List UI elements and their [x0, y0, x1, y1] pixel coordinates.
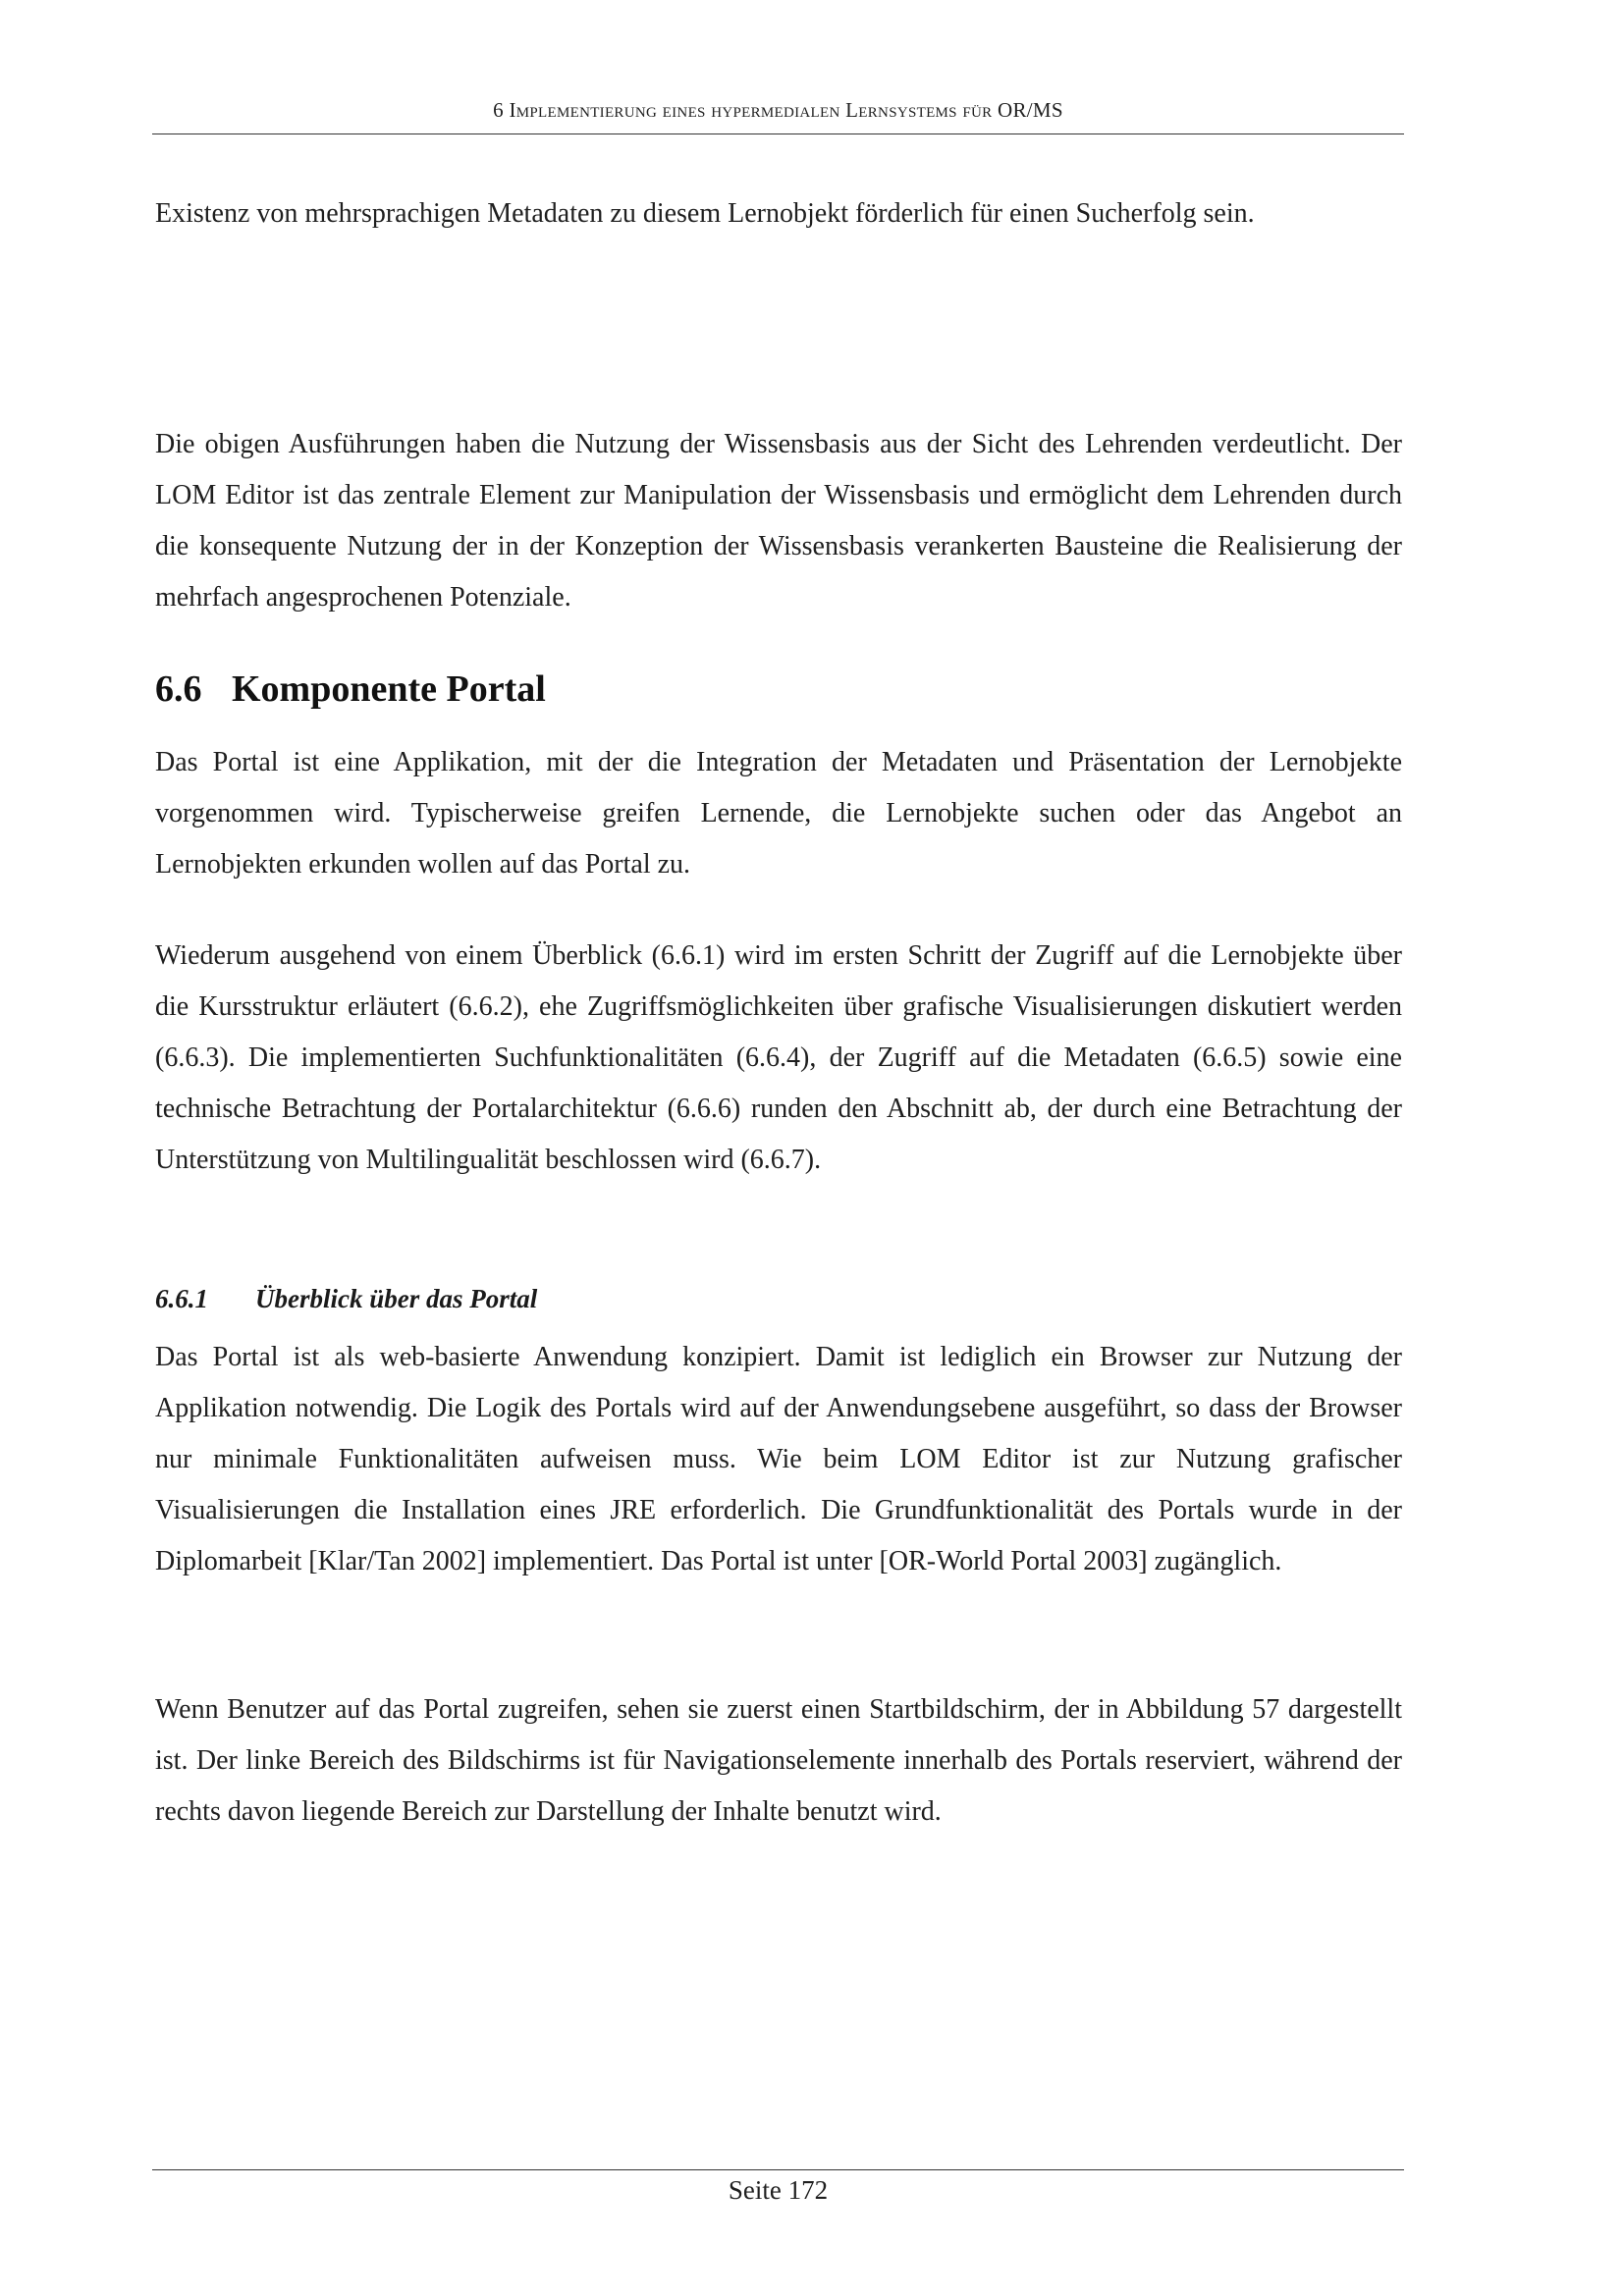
paragraph-portal-intro: Das Portal ist eine Applikation, mit der die Integration der Metadaten und Präsentation der Lernobjekte vorgenommen wird. Typischerweise greifen Lernende, die Lernobjekte suchen oder das Angebot an Lernobjekten erkunden wollen auf das Portal zu. — [155, 747, 1402, 880]
paragraph-continuation: Existenz von mehrsprachigen Metadaten zu diesem Lernobjekt förderlich für einen Sucherfolg sein. — [155, 198, 1255, 229]
header-divider — [152, 133, 1404, 134]
section-heading — [155, 667, 546, 711]
paragraph-start-screen: Wenn Benutzer auf das Portal zugreifen, sehen sie zuerst einen Startbildschirm, der in Abbildung 57 dargestellt ist. Der linke Bereich des Bildschirms ist für Navigationselemente innerhalb des Portals reserviert, während der rechts davon liegende Bereich zur Darstellung der Inhalte benutzt wird. — [155, 1694, 1402, 1827]
running-header: 6 Implementierung eines hypermedialen Lernsystems für OR/MS — [493, 98, 1063, 122]
paragraph-section-overview: Wiederum ausgehend von einem Überblick (6.6.1) wird im ersten Schritt der Zugriff auf die Lernobjekte über die Kursstruktur erläutert (6.6.2), ehe Zugriffsmöglichkeiten über grafische Visualisierungen diskutiert werden (6.6.3). Die implementierten Suchfunktionalitäten (6.6.4), der Zugriff auf die Metadaten (6.6.5) sowie eine technische Betrachtung der Portalarchitektur (6.6.6) runden den Abschnitt ab, der durch eine Betrachtung der Unterstützung von Multilingualität beschlossen wird (6.6.7). — [155, 940, 1402, 1175]
section-number: 6.6 — [155, 668, 202, 710]
subsection-title: Überblick über das Portal — [255, 1284, 538, 1313]
footer-divider — [152, 2169, 1404, 2170]
section-title: Komponente Portal — [232, 668, 546, 710]
paragraph-portal-overview: Das Portal ist als web-basierte Anwendung konzipiert. Damit ist lediglich ein Browser zur Nutzung der Applikation notwendig. Die Logik des Portals wird auf der Anwendungsebene ausgeführt, so dass der Browser nur minimale Funktionalitäten aufweisen muss. Wie beim LOM Editor ist zur Nutzung grafischer Visualisierungen die Installation eines JRE erforderlich. Die Grundfunktionalität des Portals wurde in der Diplomarbeit [Klar/Tan 2002] implementiert. Das Portal ist unter [OR-World Portal 2003] zugänglich. — [155, 1342, 1402, 1576]
subsection-number: 6.6.1 — [155, 1284, 208, 1313]
page-number: Seite 172 — [728, 2175, 829, 2205]
paragraph-summary: Die obigen Ausführungen haben die Nutzung der Wissensbasis aus der Sicht des Lehrenden verdeutlicht. Der LOM Editor ist das zentrale Element zur Manipulation der Wissensbasis und ermöglicht dem Lehrenden durch die konsequente Nutzung der in der Konzeption der Wissensbasis verankerten Bausteine die Realisierung der mehrfach angesprochenen Potenziale. — [155, 429, 1402, 613]
subsection-heading — [155, 1284, 537, 1314]
